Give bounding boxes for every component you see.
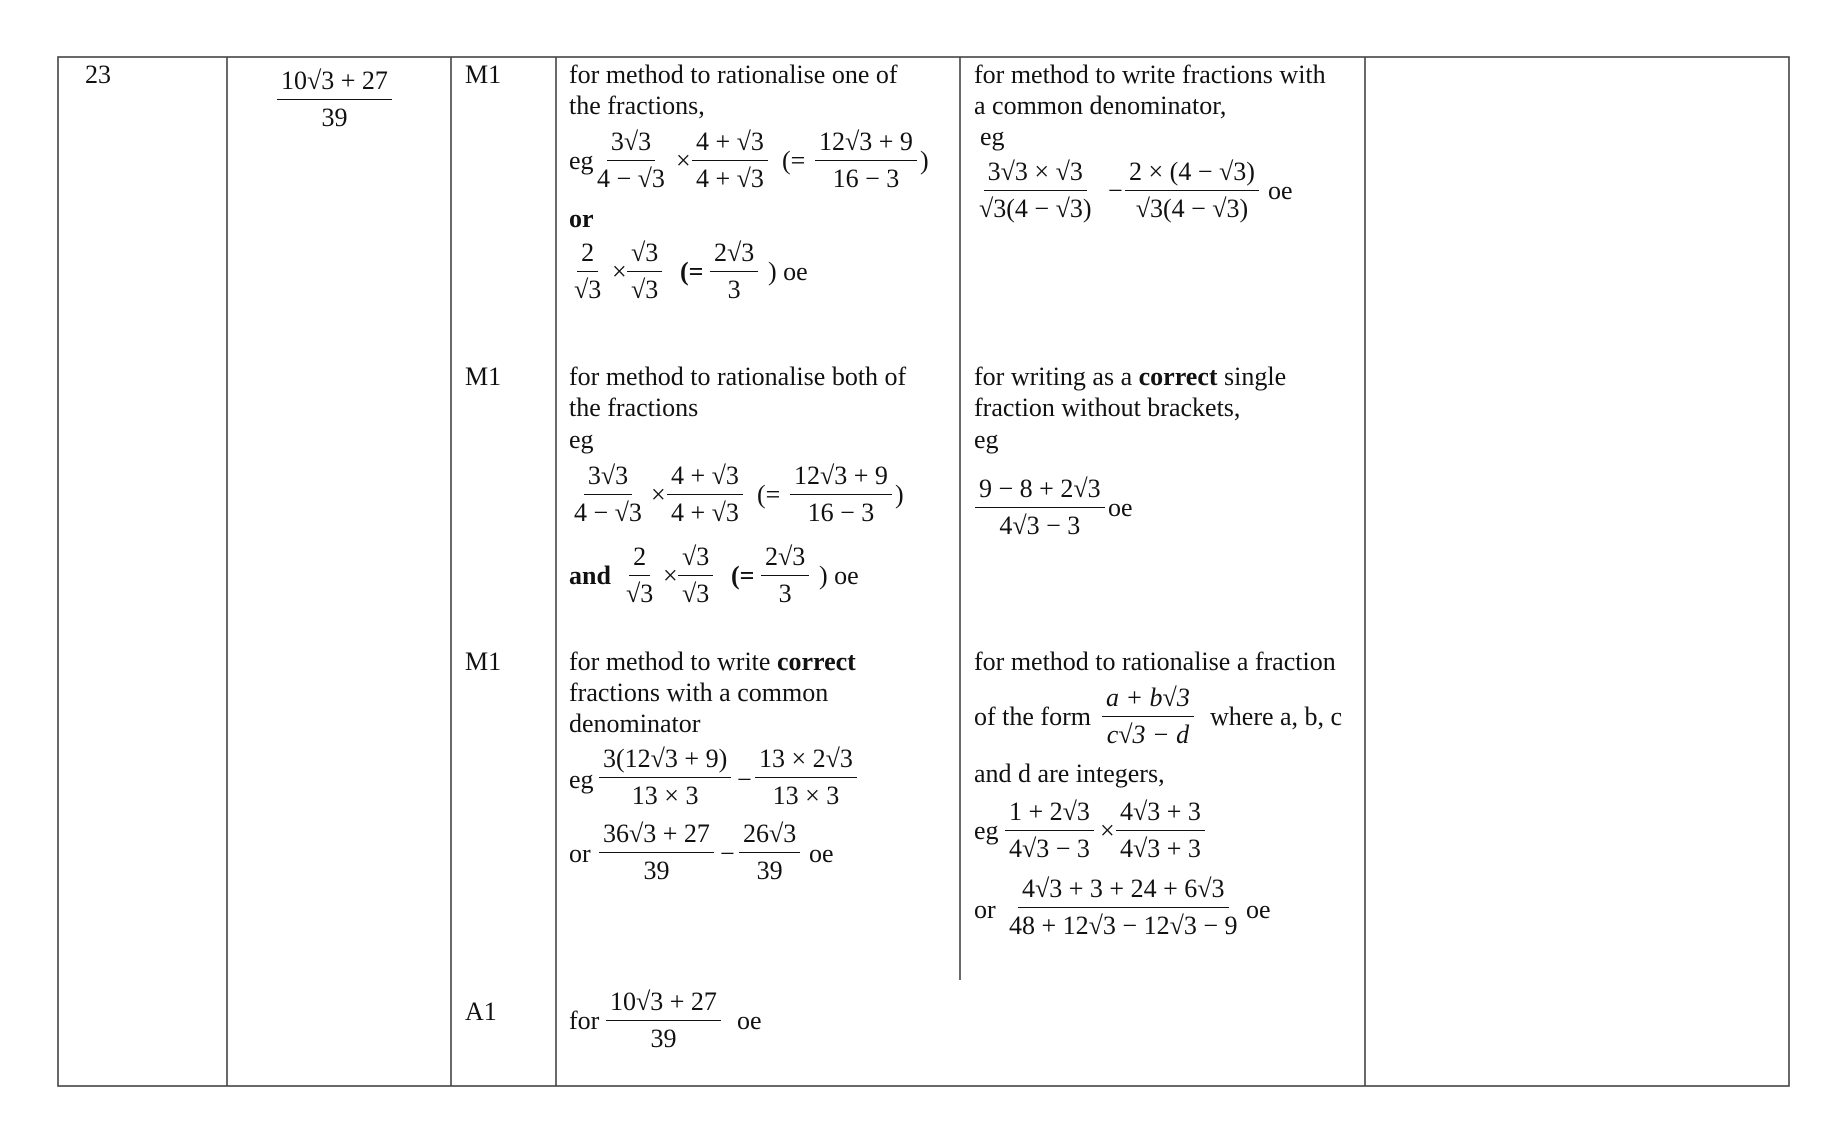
oe-label: oe [1246,895,1271,924]
times-sign: × [651,480,666,509]
numerator: 2 × (4 − √3) [1125,157,1259,191]
answer-numerator: 10√3 + 27 [277,66,392,100]
denominator: 39 [756,856,783,885]
mark-code: M1 [465,647,502,676]
or-label: or [569,839,591,868]
math-fraction [692,127,768,194]
numerator: 12√3 + 9 [815,127,917,161]
numerator: 4√3 + 3 + 24 + 6√3 [1018,874,1229,908]
numerator: √3 [678,542,713,576]
denominator: 48 + 12√3 − 12√3 − 9 [1009,911,1238,940]
math-fraction [710,238,758,305]
denominator: 3 [727,275,741,304]
denominator: √3(4 − √3) [979,194,1092,223]
numerator: 10√3 + 27 [606,987,721,1021]
eg-label: eg [569,425,594,454]
method-text: denominator [569,709,701,738]
denominator: 4√3 − 3 [999,511,1081,540]
numerator: 4√3 + 3 [1116,797,1205,831]
alt-text: where a, b, c [1210,702,1343,731]
or-label: or [569,204,594,233]
math-fraction [1005,874,1242,941]
alt-text: for method to rationalise a fraction [974,647,1336,676]
numerator: 3√3 × √3 [984,157,1087,191]
numerator: 1 + 2√3 [1005,797,1094,831]
numerator: 36√3 + 27 [599,819,714,853]
math-fraction [1116,797,1205,864]
denominator: 4 − √3 [574,498,642,527]
minus-sign: − [1108,176,1123,205]
math-fraction [975,157,1096,224]
oe-label: oe [809,839,834,868]
for-label: for [569,1006,600,1035]
numerator: a + b√3 [1102,683,1194,717]
times-sign: × [676,146,691,175]
method-text [569,646,856,677]
alt-text: a common denominator, [974,91,1227,120]
numerator: 13 × 2√3 [755,744,857,778]
math-fraction [667,461,743,528]
times-sign: × [612,257,627,286]
denominator: 4 + √3 [671,498,739,527]
eg-label: eg [569,146,594,175]
minus-sign: − [720,839,735,868]
math-fraction [1005,797,1094,864]
denominator: 4 + √3 [696,164,764,193]
numerator: 4 + √3 [692,127,768,161]
denominator: 13 × 3 [631,781,699,810]
answer-fraction [277,66,392,133]
alt-text: for method to write fractions with [974,60,1326,89]
mark-code: M1 [465,60,502,89]
alt-text [974,361,1286,392]
oe-label: oe [1268,176,1293,205]
math-fraction [761,542,809,609]
math-fraction [606,987,721,1054]
close-paren-oe: ) oe [768,257,808,286]
math-fraction [570,461,646,528]
eg-label: eg [974,425,999,454]
math-fraction [678,542,713,609]
denominator: 4√3 − 3 [1009,834,1090,863]
math-fraction [570,238,605,305]
math-fraction [599,744,731,811]
denominator: 39 [650,1024,677,1053]
alt-text: fraction without brackets, [974,393,1241,422]
or-label: or [974,895,996,924]
numerator: 2√3 [761,542,809,576]
equals-open: (= [731,561,755,590]
math-fraction [790,461,892,528]
times-sign: × [663,561,678,590]
math-fraction [1102,683,1194,750]
denominator: 4√3 + 3 [1120,834,1201,863]
alt-text-part: for writing as a [974,362,1139,391]
answer-denominator: 39 [321,103,348,132]
math-fraction [599,819,714,886]
close-paren: ) [895,480,904,509]
method-text: fractions with a common [569,678,829,707]
numerator: 2√3 [710,238,758,272]
denominator: √3 [682,579,710,608]
and-label: and [569,561,611,590]
numerator: 3√3 [584,461,632,495]
numerator: 12√3 + 9 [790,461,892,495]
mark-code: A1 [465,997,497,1026]
eg-label: eg [980,122,1005,151]
denominator: 39 [643,856,670,885]
math-fraction [739,819,800,886]
denominator: 13 × 3 [772,781,840,810]
numerator: 3(12√3 + 9) [599,744,731,778]
numerator: 2 [577,238,598,272]
method-text: for method to rationalise both of [569,362,907,391]
close-paren: ) [920,146,929,175]
oe-label: oe [1108,493,1133,522]
oe-label: oe [737,1006,762,1035]
eg-label: eg [974,816,999,845]
eg-label: eg [569,765,594,794]
math-fraction [1125,157,1259,224]
mark-code: M1 [465,362,502,391]
alt-text-part: single [1217,362,1287,391]
equals-open: (= [757,480,781,509]
method-text-bold: correct [776,647,856,676]
numerator: 2 [629,542,650,576]
denominator: 16 − 3 [832,164,900,193]
math-fraction [593,127,669,194]
alt-text-bold: correct [1138,362,1218,391]
numerator: 9 − 8 + 2√3 [975,474,1105,508]
denominator: √3 [626,579,654,608]
alt-text: and d are integers, [974,759,1165,788]
math-fraction [622,542,657,609]
equals-open: (= [782,146,806,175]
math-fraction [975,474,1105,541]
math-fraction [627,238,662,305]
denominator: √3(4 − √3) [1135,194,1249,223]
denominator: √3 [574,275,602,304]
denominator: 4 − √3 [597,164,665,193]
numerator: 26√3 [739,819,800,853]
equals-open: (= [680,257,704,286]
method-text: the fractions [569,393,699,422]
denominator: 3 [778,579,792,608]
question-number: 23 [85,60,111,89]
method-text-part: for method to write [569,647,777,676]
denominator: c√3 − d [1106,720,1190,749]
math-fraction [755,744,857,811]
denominator: √3 [631,275,659,304]
method-text: for method to rationalise one of [569,60,898,89]
alt-text: of the form [974,702,1091,731]
numerator: 3√3 [607,127,655,161]
minus-sign: − [737,765,752,794]
times-sign: × [1100,816,1115,845]
denominator: 16 − 3 [807,498,875,527]
numerator: 4 + √3 [667,461,743,495]
math-fraction [815,127,917,194]
method-text: the fractions, [569,91,705,120]
numerator: √3 [627,238,662,272]
close-paren-oe: ) oe [819,561,859,590]
